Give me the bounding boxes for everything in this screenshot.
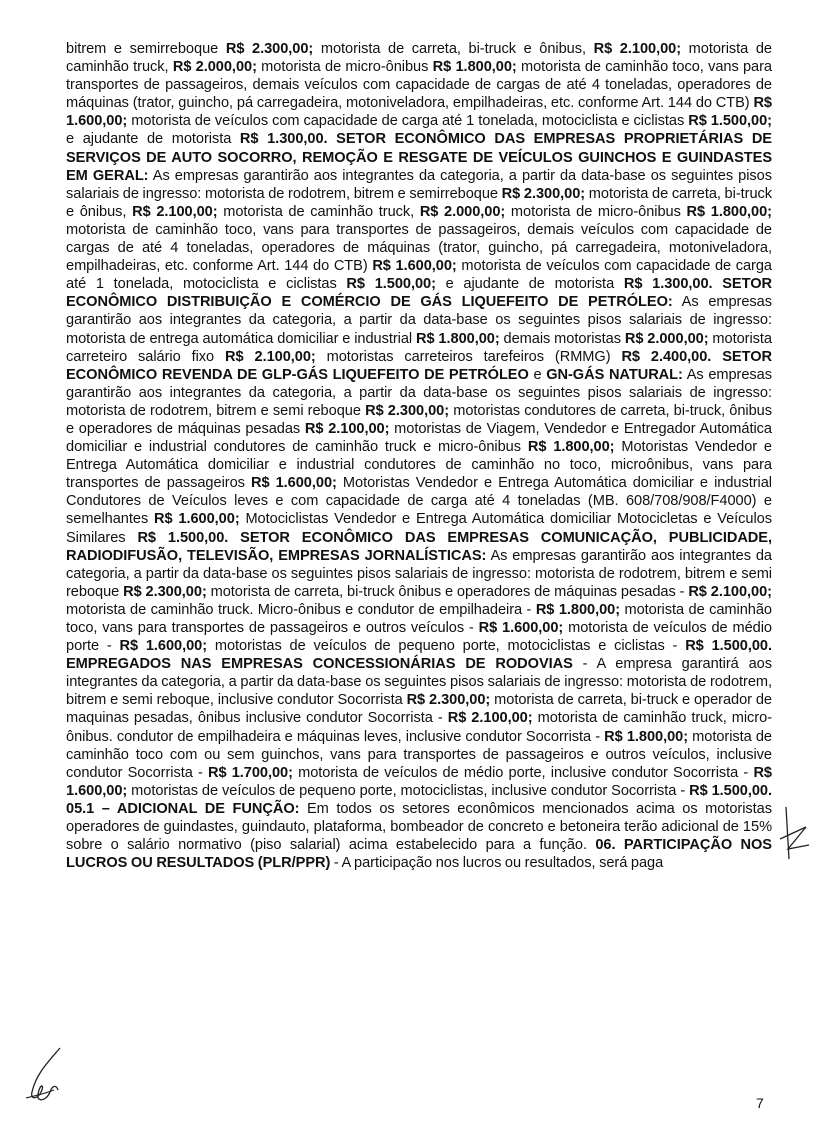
bold-text-segment: R$ 2.100,00; (225, 348, 316, 365)
bold-text-segment: R$ 1.500,00; (346, 276, 436, 293)
bold-text-segment: R$ 1.500,00. 05.1 – ADICIONAL DE FUNÇÃO: (66, 782, 772, 817)
text-segment: e ajudante de motorista (435, 276, 624, 293)
bold-text-segment: R$ 1.800,00; (604, 728, 689, 745)
text-segment: e ajudante de motorista (66, 131, 240, 148)
text-segment: motorista de carreta, bi-truck ônibus e operadores de máquinas pesadas - (206, 583, 689, 600)
text-segment: As empresas garantirão aos integrantes da categoria, a partir da data-base os seguintes pisos salariais de ingresso: motorista de rodotrem, bitrem e semi reboque (66, 366, 772, 419)
bold-text-segment: R$ 1.600,00; (478, 620, 564, 636)
signature-mark-right (776, 803, 812, 863)
bold-text-segment: R$ 1.600,00; (119, 638, 208, 655)
bold-text-segment: R$ 2.100,00; (447, 710, 533, 727)
bold-text-segment: R$ 2.300,00; (406, 692, 491, 709)
text-segment: motorista de veículos com capacidade de carga até 1 tonelada, motociclista e ciclistas (127, 113, 689, 130)
text-segment: motorista de veículos de médio porte - (66, 620, 772, 655)
bold-text-segment: R$ 2.100,00; (593, 41, 682, 57)
bold-text-segment: R$ 1.600,00; (154, 511, 240, 528)
bold-text-segment: R$ 2.300,00; (225, 41, 314, 57)
text-segment: motorista de micro-ônibus (256, 59, 433, 76)
text-segment: motorista de caminhão truck, (66, 41, 772, 76)
text-segment: motorista de caminhão toco com ou sem guinchos, vans para transportes de passageiros e outros veículos, inclusive condutor Socorrista - (66, 728, 772, 781)
bold-text-segment: R$ 1.600,00; (66, 95, 772, 130)
bold-text-segment: R$ 2.300,00; (123, 583, 207, 600)
bold-text-segment: R$ 1.800,00; (527, 439, 615, 456)
bold-text-segment: R$ 1.700,00; (207, 764, 293, 781)
bold-text-segment: R$ 2.100,00; (688, 583, 772, 600)
text-segment: motorista carreteiro salário fixo (66, 330, 772, 365)
signature-mark-left (20, 1044, 66, 1104)
text-segment: motorista de caminhão toco, vans para transportes de passageiros, demais veículos com capacidade de cargas de até 4 toneladas, operadores de máquinas (trator, guincho, pá carregadeira, motoniveladora, empilhadeiras, etc. conforme Art. 144 do CTB) (66, 59, 772, 112)
body-text (66, 40, 772, 872)
bold-text-segment: R$ 2.400,00. SETOR ECONÔMICO REVENDA DE GLP-GÁS LIQUEFEITO DE PETRÓLEO (66, 348, 772, 383)
text-segment: motorista de carreta, bi-truck e operador de maquinas pesadas, ônibus inclusive condutor Socorrista - (66, 692, 772, 727)
bold-text-segment: R$ 2.300,00; (365, 402, 450, 419)
bold-text-segment: R$ 1.600,00; (250, 475, 337, 492)
bold-text-segment: 06. PARTICIPAÇÃO NOS LUCROS OU RESULTADOS (PLR/PPR) (66, 837, 772, 872)
text-segment: motoristas carreteiros tarefeiros (RMMG) (315, 348, 622, 365)
text-segment: motorista de carreta, bi-truck e ônibus, (313, 41, 594, 57)
bold-text-segment: R$ 2.100,00; (132, 203, 218, 220)
text-segment: motorista de veículos de médio porte, inclusive condutor Socorrista - (292, 764, 754, 781)
bold-text-segment: R$ 1.800,00; (432, 59, 517, 76)
bold-text-segment: R$ 1.800,00; (686, 203, 772, 220)
bold-text-segment: GN-GÁS NATURAL: (546, 366, 683, 383)
bold-text-segment: R$ 1.300,00. SETOR ECONÔMICO DISTRIBUIÇÃO E COMÉRCIO DE GÁS LIQUEFEITO DE PETRÓLEO: (66, 276, 773, 311)
bold-text-segment: R$ 1.500,00. SETOR ECONÔMICO DAS EMPRESAS COMUNICAÇÃO, PUBLICIDADE, RADIODIFUSÃO, TELEVISÃO, EMPRESAS JORNALÍSTICAS: (66, 529, 772, 564)
text-segment: Em todos os setores econômicos mencionados acima os motoristas operadores de guindastes, guindauto, plataforma, bombeador de concreto e betoneira terão adicional de 15% sobre o salário normativo (piso salarial) acima estabelecido para a função. (66, 800, 772, 854)
bold-text-segment: R$ 2.300,00; (501, 185, 586, 202)
text-segment: Motociclistas Vendedor e Entrega Automática domiciliar Motocicletas e Veículos Similares (66, 511, 772, 546)
text-segment: motorista de caminhão truck, micro-ônibus. condutor de empilhadeira e máquinas leves, inclusive condutor Socorrista - (66, 710, 772, 745)
page-number: 7 (756, 1095, 764, 1111)
text-segment: motorista de caminhão truck, (217, 203, 420, 220)
bold-text-segment: R$ 2.100,00; (304, 420, 390, 437)
text-segment: demais motoristas (499, 330, 625, 347)
text-segment: - A participação nos lucros ou resultados, será paga (330, 855, 664, 872)
text-segment: Motoristas Vendedor e Entrega Automática domiciliar e industrial Condutores de Veículos leves e com capacidade de carga até 4 toneladas (MB. 608/708/908/F4000) e semelhantes (66, 475, 772, 528)
text-segment: - A empresa garantirá aos integrantes da categoria, a partir da data-base os seguintes pisos salariais de ingresso: motorista de rodotrem, bitrem e semi reboque, inclusive condutor Socorrista (66, 656, 772, 709)
text-segment: As empresas garantirão aos integrantes da categoria, a partir da data-base os seguintes pisos salariais de ingresso: motorista de entrega automática domiciliar e industrial (66, 294, 772, 347)
text-segment: motoristas de Viagem, Vendedor e Entregador Automática domiciliar e industrial condutores de caminhão truck e micro-ônibus (66, 420, 772, 456)
text-segment: motorista de micro-ônibus (505, 203, 687, 220)
bold-text-segment: R$ 1.800,00; (535, 601, 621, 618)
text-segment: motoristas de veículos de pequeno porte, motociclistas, inclusive condutor Socorrista - (127, 782, 690, 799)
bold-text-segment: R$ 2.000,00; (419, 203, 506, 220)
text-segment: As empresas garantirão aos integrantes da categoria, a partir da data-base os seguintes pisos salariais de ingresso: motorista de rodotrem, bitrem e semirreboque (66, 167, 772, 202)
text-segment: motorista de caminhão truck. Micro-ônibus e condutor de empilhadeira - (66, 601, 536, 618)
bold-text-segment: R$ 1.600,00; (66, 764, 772, 799)
text-segment: motorista de veículos com capacidade de carga até 1 tonelada, motociclista e ciclistas (66, 258, 772, 293)
bold-text-segment: R$ 1.600,00; (372, 258, 457, 275)
text-segment: motorista de caminhão toco, vans para transportes de passageiros e outros veículos - (66, 601, 772, 636)
text-segment: motoristas condutores de carreta, bi-truck, ônibus e operadores de máquinas pesadas (66, 402, 772, 437)
bold-text-segment: R$ 1.500,00; (688, 113, 772, 130)
text-segment: e (528, 366, 547, 383)
text-segment: bitrem e semirreboque (66, 41, 226, 57)
bold-text-segment: R$ 1.800,00; (416, 330, 500, 347)
text-segment: motorista de carreta, bi-truck e ônibus, (66, 185, 773, 220)
bold-text-segment: R$ 1.500,00. EMPREGADOS NAS EMPRESAS CONCESSIONÁRIAS DE RODOVIAS (66, 638, 772, 673)
bold-text-segment: R$ 2.000,00; (624, 330, 709, 347)
text-segment: Motoristas Vendedor e Entrega Automática domiciliar e industrial condutores de caminhão no toco, microônibus, vans para transportes de passageiros (66, 439, 772, 492)
text-segment: As empresas garantirão aos integrantes da categoria, a partir da data-base os seguintes pisos salariais de ingresso: motorista de rodotrem, bitrem e semi reboque (66, 547, 772, 600)
bold-text-segment: R$ 1.300,00. SETOR ECONÔMICO DAS EMPRESAS PROPRIETÁRIAS DE SERVIÇOS DE AUTO SOCORRO, REMOÇÃO E RESGATE DE VEÍCULOS GUINCHOS E GUINDASTES EM GERAL: (66, 131, 772, 184)
bold-text-segment: R$ 2.000,00; (172, 59, 257, 76)
text-segment: motoristas de veículos de pequeno porte, motociclistas e ciclistas - (207, 638, 686, 655)
text-segment: motorista de caminhão toco, vans para transportes de passageiros, demais veículos com capacidade de cargas de até 4 toneladas, operadores de máquinas (trator, guincho, pá carregadeira, motoniveladora, empilhadeiras, etc. conforme Art. 144 do CTB) (66, 221, 772, 275)
